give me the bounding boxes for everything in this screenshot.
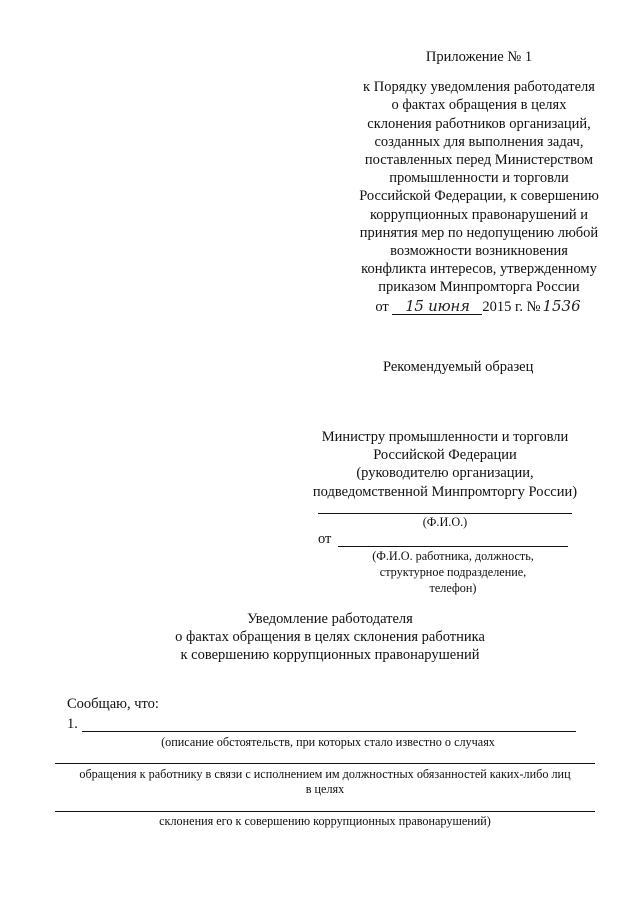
title-line: Уведомление работодателя — [247, 611, 413, 627]
appendix-line: к Порядку уведомления работодателя — [363, 79, 595, 96]
addressee-line: подведомственной Минпромторгу России) — [312, 483, 578, 500]
item-fill-line-2 — [55, 763, 595, 764]
addressee-line: (руководителю организации, — [356, 465, 534, 482]
appendix-line: поставленных перед Министерством — [364, 152, 594, 169]
description-caption-1: (описание обстоятельств, при которых стало известно о случаях — [161, 735, 495, 749]
appendix-line: возможности возникновения — [390, 243, 568, 260]
appendix-header — [340, 48, 618, 316]
appendix-line: коррупционных правонарушений и — [370, 206, 588, 223]
item-fill-line-1 — [82, 731, 576, 732]
sample-label: Рекомендуемый образец — [383, 359, 534, 375]
report-intro: Сообщаю, что: — [67, 696, 159, 712]
addressee-block — [300, 428, 590, 501]
appendix-number: Приложение № 1 — [425, 49, 533, 65]
item-number: 1. — [67, 716, 78, 732]
description-caption-2: обращения к работнику в связи с исполнением им должностных обязанностей каких-либо лиц — [79, 767, 571, 781]
order-date-line — [340, 298, 618, 316]
employee-fill-line — [338, 546, 568, 547]
description-caption-4: склонения его к совершению коррупционных правонарушений) — [159, 814, 491, 828]
addressee-line: Министру промышленности и торговли — [321, 429, 569, 445]
employee-caption-line: структурное подразделение, — [379, 565, 527, 579]
title-line: к совершению коррупционных правонарушений — [180, 647, 480, 664]
item-fill-line-3 — [55, 811, 595, 812]
appendix-line: промышленности и торговли — [389, 170, 569, 187]
title-line: о фактах обращения в целях склонения работника — [175, 629, 485, 646]
handwritten-order-number: 1536 — [542, 296, 581, 315]
appendix-line: конфликта интересов, утвержденному — [361, 261, 597, 278]
employee-caption-line: (Ф.И.О. работника, должность, — [372, 549, 534, 563]
appendix-line: о фактах обращения в целях — [391, 97, 567, 114]
date-prefix: от — [375, 298, 389, 315]
fio-caption: (Ф.И.О.) — [422, 515, 468, 529]
handwritten-date: 15 июня — [392, 298, 482, 315]
appendix-line: приказом Минпромторга России — [378, 279, 580, 296]
description-caption-3: в целях — [305, 782, 345, 796]
appendix-line: созданных для выполнения задач, — [374, 133, 584, 150]
addressee-line: Российской Федерации — [373, 447, 517, 464]
date-suffix: 2015 г. № — [482, 298, 541, 315]
appendix-line: склонения работников организаций, — [367, 115, 591, 132]
employee-caption-line: телефон) — [429, 581, 477, 595]
document-title — [120, 610, 540, 665]
appendix-line: принятия мер по недопущению любой — [359, 224, 599, 241]
appendix-line: Российской Федерации, к совершению — [359, 188, 599, 205]
from-label: от — [318, 531, 332, 547]
employee-caption — [318, 548, 588, 596]
